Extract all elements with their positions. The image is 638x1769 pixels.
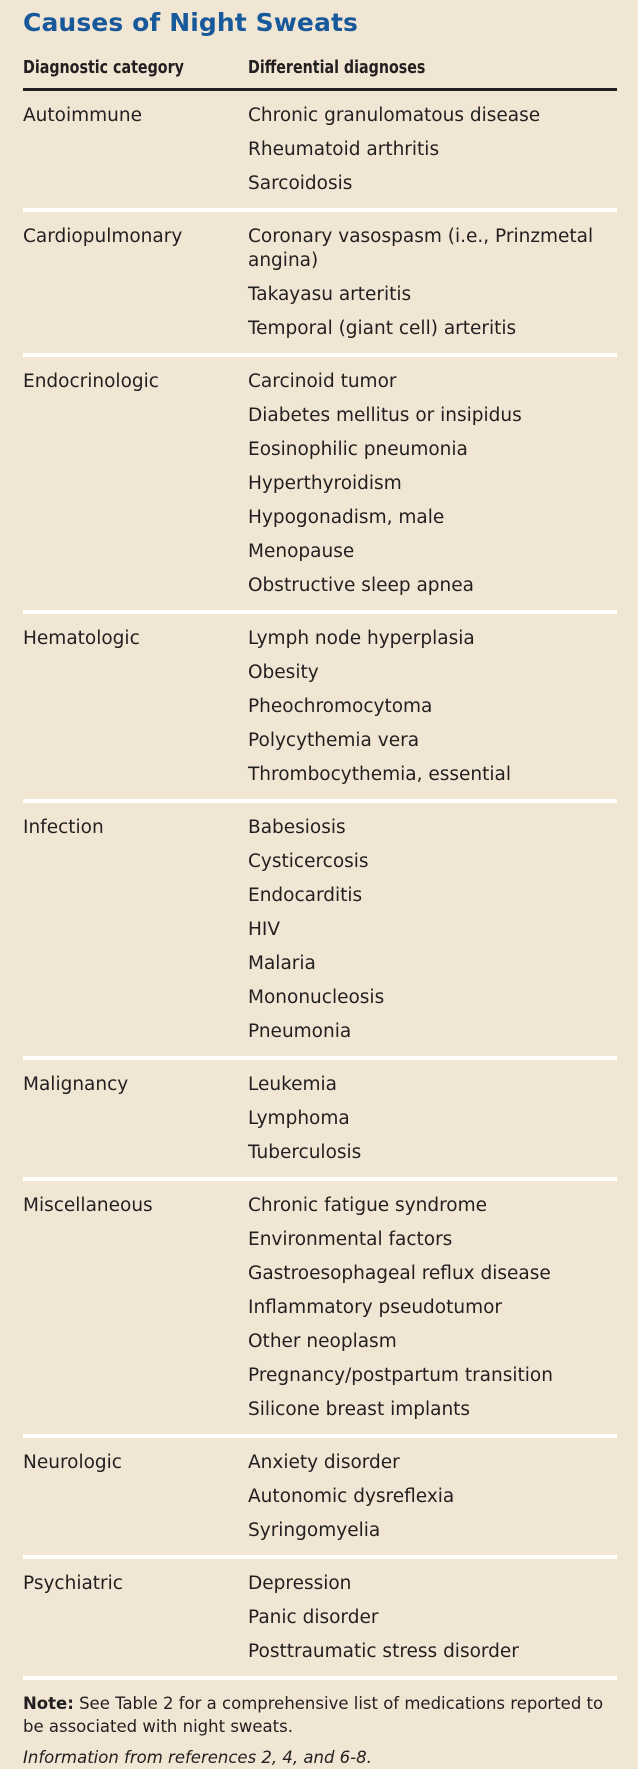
diagnosis-item: HIV [248, 919, 281, 940]
diagnosis-item: Syringomyelia [248, 1520, 381, 1541]
diagnosis-item: Chronic fatigue syndrome [248, 1195, 488, 1216]
diagnosis-item: Malaria [248, 953, 316, 974]
diagnoses-cell [248, 625, 617, 795]
table-row [23, 212, 617, 357]
table-source: Information from references 2, 4, and 6-8. [23, 1748, 372, 1767]
diagnosis-item: Temporal (giant cell) arteritis [248, 318, 517, 339]
diagnosis-item: Obstructive sleep apnea [248, 575, 474, 596]
table-row [23, 1060, 617, 1181]
table-title: Causes of Night Sweats [23, 8, 358, 37]
diagnosis-item: Environmental factors [248, 1229, 453, 1250]
diagnosis-item: Hyperthyroidism [248, 473, 402, 494]
table-row [23, 614, 617, 803]
diagnoses-cell [248, 1192, 617, 1430]
diagnosis-item: Other neoplasm [248, 1331, 397, 1352]
table-note [23, 1692, 617, 1738]
diagnosis-item: Leukemia [248, 1074, 338, 1095]
table-body [23, 91, 617, 1680]
diagnosis-item: Lymph node hyperplasia [248, 628, 475, 649]
diagnosis-item: Menopause [248, 541, 355, 562]
category-cell: Miscellaneous [23, 1195, 153, 1216]
diagnosis-item: Hypogonadism, male [248, 507, 445, 528]
category-cell: Psychiatric [23, 1573, 123, 1594]
category-cell: Hematologic [23, 628, 140, 649]
note-label: Note: [23, 1694, 74, 1713]
table-row [23, 91, 617, 212]
table-container [23, 0, 617, 1769]
diagnosis-item: Anxiety disorder [248, 1452, 400, 1473]
note-text: See Table 2 for a comprehensive list of medications reported to be associated with night sweats. [23, 1694, 604, 1736]
header-differential-diagnoses: Differential diagnoses [248, 56, 426, 78]
diagnosis-item: Lymphoma [248, 1108, 350, 1129]
diagnosis-item: Thrombocythemia, essential [248, 764, 512, 785]
diagnoses-cell [248, 223, 617, 349]
diagnoses-cell [248, 814, 617, 1052]
table-row [23, 357, 617, 614]
diagnosis-item: Diabetes mellitus or insipidus [248, 405, 522, 426]
diagnosis-item: Depression [248, 1573, 352, 1594]
diagnoses-cell [248, 1449, 617, 1551]
diagnosis-item: Eosinophilic pneumonia [248, 439, 468, 460]
diagnosis-item: Inflammatory pseudotumor [248, 1297, 503, 1318]
diagnoses-cell [248, 368, 617, 606]
category-cell: Neurologic [23, 1452, 122, 1473]
table-row [23, 803, 617, 1060]
diagnosis-item: Takayasu arteritis [248, 284, 412, 305]
diagnosis-item: Cysticercosis [248, 851, 369, 872]
diagnosis-item: Autonomic dysreflexia [248, 1486, 455, 1507]
diagnosis-item: Obesity [248, 662, 319, 683]
diagnosis-item: Posttraumatic stress disorder [248, 1641, 519, 1662]
diagnosis-item: Carcinoid tumor [248, 371, 397, 392]
header-diagnostic-category: Diagnostic category [23, 56, 184, 78]
diagnoses-cell [248, 1071, 617, 1173]
diagnosis-item: Pregnancy/postpartum transition [248, 1365, 553, 1386]
diagnosis-item: Pheochromocytoma [248, 696, 433, 717]
category-cell: Cardiopulmonary [23, 226, 183, 247]
diagnosis-item: Coronary vasospasm (i.e., Prinzmetal angina) [248, 226, 594, 271]
diagnoses-cell [248, 102, 617, 204]
diagnosis-item: Gastroesophageal reflux disease [248, 1263, 551, 1284]
table-row [23, 1438, 617, 1559]
diagnosis-item: Endocarditis [248, 885, 363, 906]
diagnosis-item: Polycythemia vera [248, 730, 420, 751]
table-header [23, 46, 617, 91]
table-row [23, 1181, 617, 1438]
diagnosis-item: Pneumonia [248, 1021, 352, 1042]
diagnosis-item: Sarcoidosis [248, 173, 353, 194]
diagnosis-item: Panic disorder [248, 1607, 379, 1628]
table-row [23, 1559, 617, 1680]
category-cell: Autoimmune [23, 105, 142, 126]
diagnoses-cell [248, 1570, 617, 1672]
category-cell: Endocrinologic [23, 371, 159, 392]
category-cell: Infection [23, 817, 104, 838]
diagnosis-item: Rheumatoid arthritis [248, 139, 440, 160]
diagnosis-item: Mononucleosis [248, 987, 385, 1008]
category-cell: Malignancy [23, 1074, 129, 1095]
diagnosis-item: Tuberculosis [248, 1142, 362, 1163]
diagnosis-item: Silicone breast implants [248, 1399, 471, 1420]
diagnosis-item: Babesiosis [248, 817, 346, 838]
diagnosis-item: Chronic granulomatous disease [248, 105, 541, 126]
